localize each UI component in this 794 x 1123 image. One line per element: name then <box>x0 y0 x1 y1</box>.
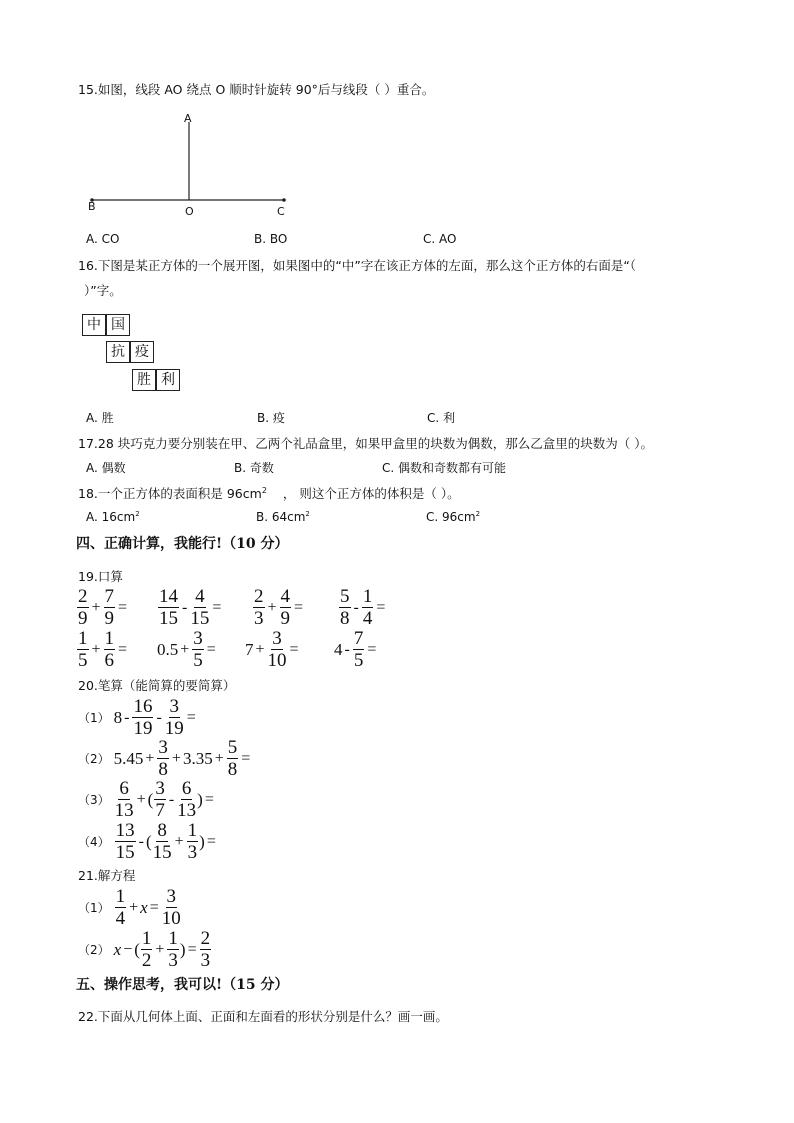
operand: 7 <box>245 639 254 659</box>
denominator: 19 <box>133 718 153 739</box>
label-c: C <box>277 205 285 218</box>
numerator: 13 <box>115 820 135 841</box>
expr-label: （4） <box>78 835 110 849</box>
numerator: 2 <box>254 586 264 607</box>
q18-option-b-sup: 2 <box>305 510 310 518</box>
q18-option-a-sup: 2 <box>135 510 140 518</box>
denominator: 7 <box>155 800 165 821</box>
net-cell: 疫 <box>130 341 154 363</box>
numerator: 3 <box>166 886 176 907</box>
equals: = <box>204 790 214 808</box>
operator: + <box>129 898 139 916</box>
operator: + <box>155 940 165 958</box>
operator: + <box>91 598 101 616</box>
numerator: 2 <box>200 928 211 949</box>
cube-net <box>82 314 192 394</box>
denominator: 3 <box>200 950 211 971</box>
q18-text <box>78 484 460 502</box>
operand: 0.5 <box>157 639 179 659</box>
label-a: A <box>184 112 192 125</box>
operator: + <box>267 598 277 616</box>
numerator: 1 <box>115 886 126 907</box>
denominator: 9 <box>280 608 291 629</box>
operator: + <box>145 749 155 767</box>
numerator: 3 <box>272 628 282 649</box>
numerator: 2 <box>78 586 88 607</box>
paren: ) <box>199 831 205 851</box>
q16-option-a: A. 胜 <box>86 411 114 425</box>
denominator: 15 <box>152 842 172 863</box>
equals: = <box>186 708 196 726</box>
operator: + <box>255 640 265 658</box>
equals: = <box>206 640 216 658</box>
equals: = <box>376 598 386 616</box>
operator: - <box>156 708 162 726</box>
q15-rotation-figure <box>84 110 304 222</box>
expr-label: （1） <box>78 901 110 915</box>
q18-option-a <box>86 510 140 524</box>
numerator: 6 <box>181 778 192 799</box>
label-o: O <box>185 205 194 218</box>
numerator: 3 <box>158 737 168 758</box>
q17-option-a: A. 偶数 <box>86 461 126 475</box>
operand: 5.45 <box>113 748 144 768</box>
q18-option-c-text: C. 96cm <box>426 510 476 524</box>
q17-option-c: C. 偶数和奇数都有可能 <box>382 461 507 475</box>
denominator: 13 <box>177 800 197 821</box>
denominator: 19 <box>164 718 184 739</box>
q20-expr-4 <box>78 821 218 862</box>
section-4-heading: 四、正确计算，我能行!（10 分） <box>76 536 289 552</box>
numerator: 14 <box>159 586 178 607</box>
q18-sup: 2 <box>261 485 267 495</box>
operator: + <box>136 790 146 808</box>
q17-text: 17.28 块巧克力要分别装在甲、乙两个礼品盒里，如果甲盒里的块数为偶数，那么乙盒里的块数为（ ）。 <box>78 436 653 451</box>
q22-text: 22.下面从几何体上面、正面和左面看的形状分别是什么？画一画。 <box>78 1009 448 1024</box>
q21-title: 21.解方程 <box>78 868 136 883</box>
numerator: 5 <box>227 737 238 758</box>
q19-expr <box>334 629 378 670</box>
paren: ( <box>147 789 154 809</box>
point-c <box>282 198 286 202</box>
q20-expr-1 <box>78 697 198 738</box>
q21-equation-2 <box>78 929 212 970</box>
q19-expr <box>157 587 223 628</box>
numerator: 7 <box>104 586 115 607</box>
numerator: 3 <box>193 628 203 649</box>
denominator: 2 <box>141 950 152 971</box>
numerator: 7 <box>353 628 364 649</box>
q20-expr-3 <box>78 779 216 820</box>
equals: = <box>187 940 197 958</box>
denominator: 5 <box>78 650 88 671</box>
q19-expr <box>252 587 305 628</box>
q15-text: 15.如图，线段 AO 绕点 O 顺时针旋转 90°后与线段（ ）重合。 <box>78 82 435 97</box>
numerator: 3 <box>169 696 180 717</box>
numerator: 1 <box>104 628 115 649</box>
label-b: B <box>88 200 96 213</box>
numerator: 6 <box>119 778 129 799</box>
denominator: 3 <box>168 950 178 971</box>
numerator: 5 <box>340 586 350 607</box>
expr-label: （1） <box>78 711 110 725</box>
denominator: 8 <box>158 759 168 780</box>
q18-option-c <box>426 510 480 524</box>
operator: + <box>174 832 184 850</box>
numerator: 1 <box>187 820 198 841</box>
q18-option-b-text: B. 64cm <box>256 510 306 524</box>
q15-option-c: C. AO <box>423 232 457 246</box>
equals: = <box>149 898 159 916</box>
equals: = <box>118 598 128 616</box>
denominator: 15 <box>190 608 210 629</box>
operand: 8 <box>113 707 123 727</box>
q20-title: 20.笔算（能简算的要简算） <box>78 678 236 693</box>
q18-option-a-text: A. 16cm <box>86 510 136 524</box>
denominator: 5 <box>193 650 203 671</box>
q19-expr <box>338 587 387 628</box>
denominator: 10 <box>267 650 287 671</box>
numerator: 16 <box>133 696 153 717</box>
paren: ( <box>145 831 152 851</box>
q19-expr <box>157 629 218 670</box>
operator: - <box>353 598 359 616</box>
equals: = <box>289 640 299 658</box>
denominator: 4 <box>115 908 126 929</box>
denominator: 3 <box>254 608 264 629</box>
numerator: 1 <box>141 928 152 949</box>
net-cell: 中 <box>82 314 106 336</box>
numerator: 4 <box>280 586 291 607</box>
operator: - <box>168 790 175 808</box>
denominator: 10 <box>161 908 181 929</box>
operator: + <box>171 749 181 767</box>
q19-expr <box>76 587 129 628</box>
q19-title: 19.口算 <box>78 569 123 584</box>
net-cell: 国 <box>106 314 130 336</box>
operator: + <box>91 640 101 658</box>
denominator: 6 <box>104 650 115 671</box>
numerator: 1 <box>78 628 88 649</box>
equals: = <box>367 640 377 658</box>
q17-option-b: B. 奇数 <box>234 461 274 475</box>
q16-text-line2: ）”字。 <box>84 283 122 298</box>
equals: = <box>206 832 216 850</box>
operand: 4 <box>334 639 343 659</box>
denominator: 3 <box>187 842 198 863</box>
expr-label: （3） <box>78 793 110 807</box>
net-cell: 胜 <box>132 369 156 391</box>
paren: ) <box>179 939 186 959</box>
operator: - <box>182 598 188 616</box>
expr-label: （2） <box>78 752 110 766</box>
equals: = <box>241 749 251 767</box>
equals: = <box>118 640 128 658</box>
q15-option-a: A. CO <box>86 232 120 246</box>
operator: - <box>138 832 144 850</box>
operator: + <box>214 749 224 767</box>
variable-x: x <box>140 897 148 917</box>
q16-option-c: C. 利 <box>427 411 456 425</box>
operator: − <box>123 940 133 958</box>
section-5-heading: 五、操作思考，我可以!（15 分） <box>76 977 289 993</box>
denominator: 5 <box>353 650 364 671</box>
q18-text-a: 18.一个正方体的表面积是 96cm <box>78 486 262 501</box>
q18-option-b <box>256 510 310 524</box>
operand: 3.35 <box>182 748 213 768</box>
variable-x: x <box>113 939 122 959</box>
denominator: 15 <box>159 608 178 629</box>
expr-label: （2） <box>78 943 110 957</box>
operator: - <box>344 640 350 658</box>
numerator: 8 <box>157 820 167 841</box>
denominator: 9 <box>104 608 115 629</box>
numerator: 4 <box>195 586 205 607</box>
net-cell: 抗 <box>106 341 130 363</box>
numerator: 1 <box>168 928 178 949</box>
q18-text-b: ， 则这个正方体的体积是（ ）。 <box>282 486 460 501</box>
q19-expr <box>76 629 129 670</box>
operator: + <box>180 640 190 658</box>
q19-expr <box>245 629 301 670</box>
denominator: 8 <box>340 608 350 629</box>
q20-expr-2 <box>78 738 252 779</box>
paren: ) <box>197 789 203 809</box>
q18-option-c-sup: 2 <box>475 510 481 518</box>
numerator: 3 <box>155 778 165 799</box>
denominator: 4 <box>362 608 373 629</box>
paren: ( <box>134 939 140 959</box>
denominator: 9 <box>78 608 88 629</box>
q16-text-line1: 16.下图是某正方体的一个展开图，如果图中的“中”字在该正方体的左面，那么这个正方体的右面是“（ <box>78 258 637 273</box>
q16-option-b: B. 疫 <box>257 411 285 425</box>
denominator: 8 <box>227 759 238 780</box>
net-cell: 利 <box>156 369 180 391</box>
numerator: 1 <box>362 586 373 607</box>
equals: = <box>212 598 222 616</box>
operator: - <box>124 708 130 726</box>
q15-option-b: B. BO <box>254 232 288 246</box>
denominator: 13 <box>114 800 134 821</box>
equals: = <box>294 598 304 616</box>
denominator: 15 <box>115 842 135 863</box>
q21-equation-1 <box>78 887 182 928</box>
